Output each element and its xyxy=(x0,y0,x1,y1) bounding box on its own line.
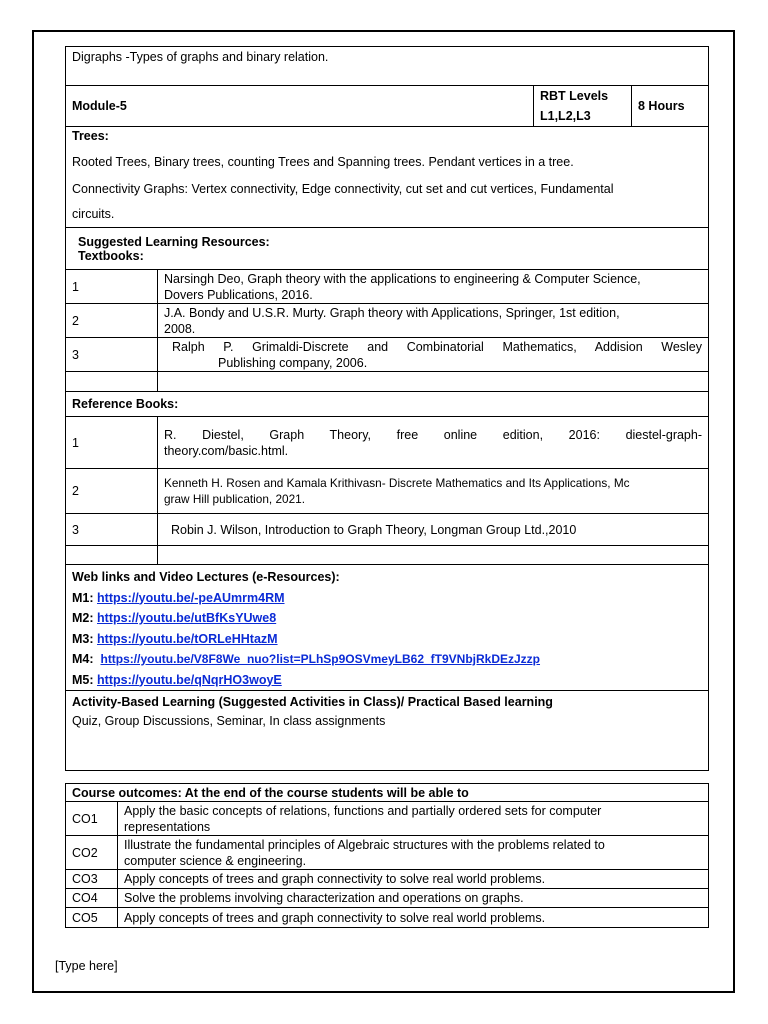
outcome-row xyxy=(66,908,709,928)
weblink-label: M1: xyxy=(72,590,94,605)
outcome-line: computer science & engineering. xyxy=(124,853,307,868)
reference-heading: Reference Books: xyxy=(66,392,709,417)
textbook-row xyxy=(66,304,709,338)
outcome-row xyxy=(66,802,709,836)
textbook-line: Ralph P. Grimaldi-Discrete and Combinatorial Mathematics, Addision Wesley xyxy=(172,339,703,354)
activity-text: Quiz, Group Discussions, Seminar, In class assignments xyxy=(72,714,386,728)
outcomes-heading: Course outcomes: At the end of the course students will be able to xyxy=(66,784,709,802)
reference-row xyxy=(66,417,709,469)
weblink-item xyxy=(72,670,702,691)
textbook-line: Publishing company, 2006. xyxy=(218,355,368,370)
resources-heading-cell xyxy=(66,228,709,270)
outcome-text: Solve the problems involving characterization and operations on graphs. xyxy=(118,889,709,908)
weblinks-cell xyxy=(66,565,709,691)
textbook-row xyxy=(66,338,709,372)
module5-title: Module-5 xyxy=(66,86,534,127)
outcome-code: CO2 xyxy=(66,836,118,870)
textbook-line: J.A. Bondy and U.S.R. Murty. Graph theory with Applications, Springer, 1st edition, xyxy=(164,305,620,320)
reference-number: 2 xyxy=(66,469,158,514)
activity-cell xyxy=(66,691,709,771)
content-line-2b: circuits. xyxy=(72,207,115,221)
outcome-row xyxy=(66,836,709,870)
weblink-label: M3: xyxy=(72,631,94,646)
reference-row xyxy=(66,469,709,514)
weblink-m4[interactable]: https://youtu.be/V8F8We_nuo?list=PLhSp9OSVmeyLB62_fT9VNbjRkDEzJzzp xyxy=(100,652,541,666)
textbook-number: 3 xyxy=(66,338,158,372)
rbt-label: RBT Levels xyxy=(540,89,609,103)
textbook-entry xyxy=(158,304,709,338)
rbt-values: L1,L2,L3 xyxy=(540,109,591,123)
weblink-item xyxy=(72,608,702,629)
reference-line: Kenneth H. Rosen and Kamala Krithivasn- Discrete Mathematics and Its Applications, Mc xyxy=(164,476,630,490)
textbook-line: Dovers Publications, 2016. xyxy=(164,287,313,302)
reference-number: 3 xyxy=(66,514,158,546)
empty-row xyxy=(66,546,709,565)
content-line-1: Rooted Trees, Binary trees, counting Trees and Spanning trees. Pendant vertices in a tree. xyxy=(72,155,574,169)
textbook-entry xyxy=(158,270,709,304)
outcome-text xyxy=(118,836,709,870)
reference-entry xyxy=(158,417,709,469)
outcome-text: Apply concepts of trees and graph connectivity to solve real world problems. xyxy=(118,870,709,889)
outcome-code: CO3 xyxy=(66,870,118,889)
weblink-item xyxy=(72,588,702,609)
topic-heading: Trees: xyxy=(72,129,109,143)
outcome-text: Apply concepts of trees and graph connectivity to solve real world problems. xyxy=(118,908,709,928)
weblink-label: M5: xyxy=(72,672,94,687)
footer-placeholder[interactable]: [Type here] xyxy=(55,959,118,973)
weblinks-heading: Web links and Video Lectures (e-Resources): xyxy=(72,570,340,584)
textbook-line: Narsingh Deo, Graph theory with the applications to engineering & Computer Science, xyxy=(164,271,641,286)
weblink-m1[interactable]: https://youtu.be/-peAUmrm4RM xyxy=(97,590,285,605)
textbook-row xyxy=(66,270,709,304)
reference-line: theory.com/basic.html. xyxy=(164,443,289,458)
rbt-levels xyxy=(534,86,632,127)
reference-entry xyxy=(158,514,709,546)
empty-row xyxy=(66,372,709,392)
outcome-code: CO4 xyxy=(66,889,118,908)
activity-heading: Activity-Based Learning (Suggested Activities in Class)/ Practical Based learning xyxy=(72,695,553,709)
textbook-line: 2008. xyxy=(164,321,196,336)
reference-entry xyxy=(158,469,709,514)
reference-line: Robin J. Wilson, Introduction to Graph Theory, Longman Group Ltd.,2010 xyxy=(171,522,577,537)
outcome-row xyxy=(66,870,709,889)
textbook-entry xyxy=(158,338,709,372)
content-line-2a: Connectivity Graphs: Vertex connectivity, Edge connectivity, cut set and cut vertices, Fundamental xyxy=(72,182,614,196)
outcome-line: Illustrate the fundamental principles of Algebraic structures with the problems related to xyxy=(124,837,605,852)
textbook-number: 1 xyxy=(66,270,158,304)
module4-tail: Digraphs -Types of graphs and binary relation. xyxy=(66,47,709,86)
outcome-line: representations xyxy=(124,819,211,834)
reference-line: R. Diestel, Graph Theory, free online edition, 2016: diestel-graph- xyxy=(164,427,703,442)
outcome-code: CO1 xyxy=(66,802,118,836)
outcome-row xyxy=(66,889,709,908)
resources-heading: Suggested Learning Resources: xyxy=(78,234,270,249)
module5-hours: 8 Hours xyxy=(632,86,709,127)
textbooks-heading: Textbooks: xyxy=(78,248,144,263)
weblink-item xyxy=(72,649,702,670)
outcome-code: CO5 xyxy=(66,908,118,928)
course-outcomes-table xyxy=(65,783,709,928)
outcome-line: Apply the basic concepts of relations, functions and partially ordered sets for computer xyxy=(124,803,602,818)
syllabus-table xyxy=(65,46,709,771)
outcome-text xyxy=(118,802,709,836)
reference-line: graw Hill publication, 2021. xyxy=(164,492,305,506)
module5-content xyxy=(66,127,709,228)
reference-row xyxy=(66,514,709,546)
weblink-m5[interactable]: https://youtu.be/qNqrHO3woyE xyxy=(97,672,282,687)
weblink-item xyxy=(72,629,702,650)
weblink-label: M2: xyxy=(72,611,94,625)
weblink-label: M4: xyxy=(72,652,94,666)
weblink-m2[interactable]: https://youtu.be/utBfKsYUwe8 xyxy=(97,611,277,625)
textbook-number: 2 xyxy=(66,304,158,338)
weblink-m3[interactable]: https://youtu.be/tORLeHHtazM xyxy=(97,631,278,646)
reference-number: 1 xyxy=(66,417,158,469)
